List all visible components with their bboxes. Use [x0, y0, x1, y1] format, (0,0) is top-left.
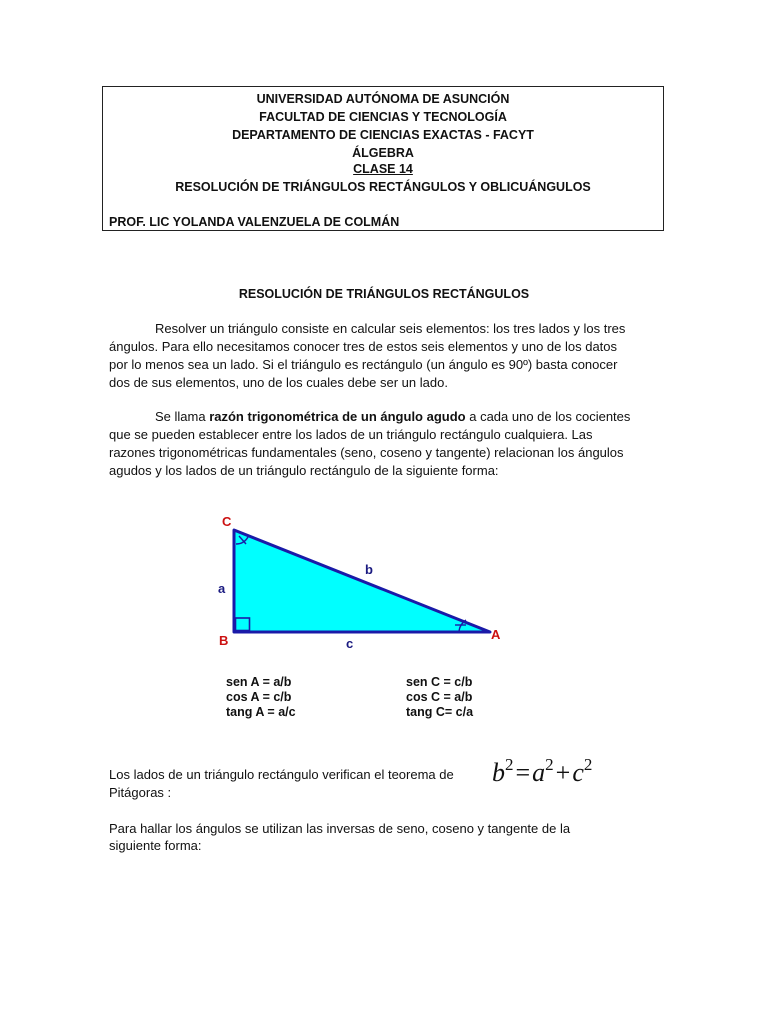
- formulas-right: [406, 675, 473, 720]
- vertex-label-b: B: [219, 633, 229, 648]
- angles-text-1: Para hallar los ángulos se utilizan las inversas de seno, coseno y tangente de la: [109, 821, 571, 836]
- vertex-label-c: C: [222, 514, 232, 529]
- angles-text-2: siguiente forma:: [109, 838, 202, 853]
- professor-name: PROF. LIC YOLANDA VALENZUELA DE COLMÁN: [109, 215, 400, 229]
- formula-sen-c: sen C = c/b: [406, 675, 473, 689]
- section-title: RESOLUCIÓN DE TRIÁNGULOS RECTÁNGULOS: [238, 287, 530, 301]
- class-number: CLASE 14: [353, 162, 413, 176]
- side-label-b: b: [365, 562, 373, 577]
- formula-cos-c: cos C = a/b: [406, 690, 473, 704]
- university-name: UNIVERSIDAD AUTÓNOMA DE ASUNCIÓN: [256, 92, 510, 106]
- pythagoras-text-2: Pitágoras :: [109, 785, 172, 800]
- side-label-c: c: [346, 636, 354, 651]
- side-label-a: a: [218, 581, 226, 596]
- paragraph-2-rest: a cada uno de los cocientes que se pueden establecer entre los lados de un triángulo rectángulo cualquiera. Las razones trigonométricas fundamentales (seno, coseno y tangente) relacionan los ángulos agudos y los lados de un triángulo rectángulo de la siguiente forma:: [109, 409, 631, 478]
- formula-tang-a: tang A = a/c: [226, 705, 296, 719]
- triangle-shape: [234, 530, 490, 632]
- class-topic: RESOLUCIÓN DE TRIÁNGULOS RECTÁNGULOS Y OBLICUÁNGULOS: [175, 180, 591, 194]
- pythagoras-equation: $b^2=a^2+c^2$: [492, 755, 593, 787]
- paragraph-1-text: Resolver un triángulo consiste en calcular seis elementos: los tres lados y los tres ángulos. Para ello necesitamos conocer tres de estos seis elementos y uno de los datos por lo menos sea un lado. Si el triángulo es rectángulo (un ángulo es 90º) basta conocer dos de sus elementos, uno de los cuales debe ser un lado.: [109, 321, 626, 390]
- formula-sen-a: sen A = a/b: [226, 675, 292, 689]
- pythagoras-text-1: Los lados de un triángulo rectángulo verifican el teorema de: [109, 767, 454, 782]
- formula-tang-c: tang C= c/a: [406, 705, 474, 719]
- paragraph-2-term: razón trigonométrica de un ángulo agudo: [209, 409, 466, 424]
- formulas-left: [226, 675, 296, 720]
- faculty-name: FACULTAD DE CIENCIAS Y TECNOLOGÍA: [259, 110, 507, 124]
- formula-cos-a: cos A = c/b: [226, 690, 292, 704]
- subject-name: ÁLGEBRA: [352, 146, 414, 160]
- vertex-label-a: A: [491, 627, 501, 642]
- paragraph-2-intro: Se llama: [155, 409, 210, 424]
- department-name: DEPARTAMENTO DE CIENCIAS EXACTAS - FACYT: [232, 128, 534, 142]
